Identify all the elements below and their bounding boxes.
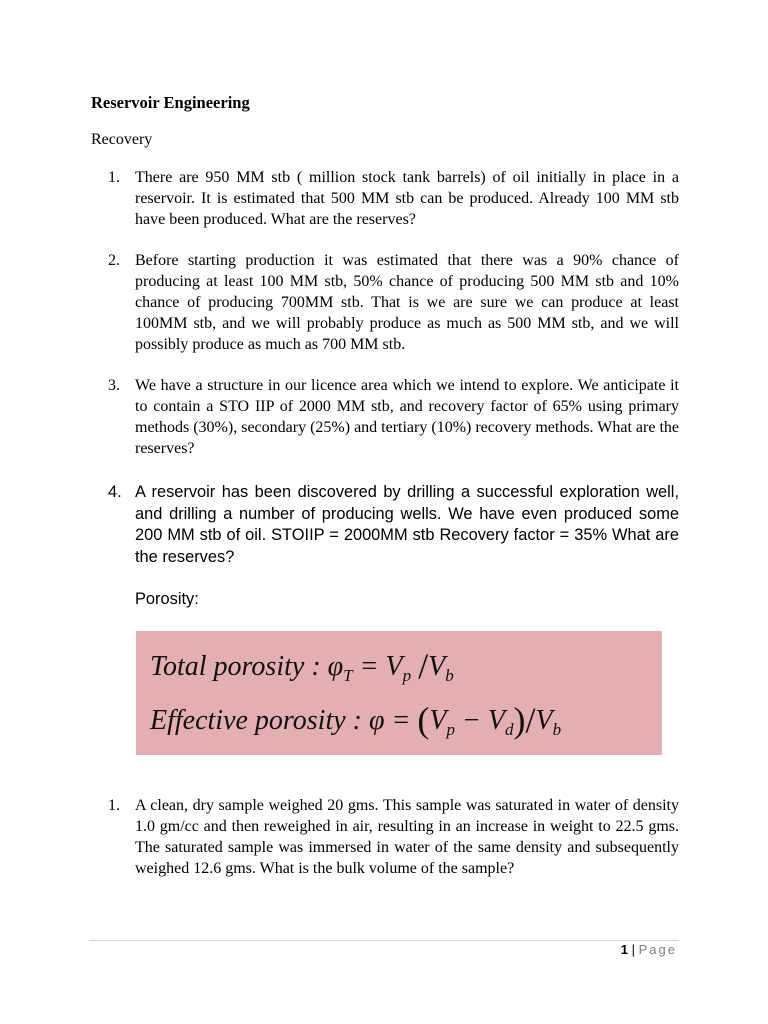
section-heading-porosity: Porosity: [135,590,199,608]
list-number: 4. [108,483,122,501]
total-porosity-formula: Total porosity : $\varphi_T = V_p$ $/V_b$ [150,646,454,686]
footer-separator: | [631,942,635,957]
document-title: Reservoir Engineering [91,93,250,112]
page-footer [621,942,677,957]
list-item [108,250,679,355]
list-item-text: Before starting production it was estimated that there was a 90% chance of producing at least 100 MM stb, 50% chance of producing 500 MM stb and 10% chance of producing 700MM stb. That is we are sure we can produce at least 100MM stb, and we will probably produce as much as 500 MM stb, and we will possibly produce as much as 700 MM stb. [135,252,679,353]
effective-porosity-label: Effective porosity [150,705,346,736]
page-label: Page [638,942,677,957]
list-item [108,482,679,568]
section-heading-recovery: Recovery [91,131,153,148]
list-number: 1. [108,169,120,186]
total-porosity-label: Total porosity [150,651,305,682]
list-item-text: A clean, dry sample weighed 20 gms. This sample was saturated in water of density 1.0 gm/cc and then reweighed in air, resulting in an increase in weight to 22.5 gms. The saturated sample was immersed in water of the same density and subsequently weighed 12.6 gms. What is the bulk volume of the sample? [135,797,679,877]
effective-porosity-formula: Effective porosity : $\varphi = (V_p - V_d)/V_b$ [150,700,562,740]
list-item [108,375,679,459]
porosity-formula-box [136,631,662,755]
list-number: 3. [108,377,120,394]
list-item-text: A reservoir has been discovered by drilling a successful exploration well, and drilling a number of producing wells. We have even produced some 200 MM stb of oil. STOIIP = 2000MM stb Recovery factor = 35% What are the reserves? [135,483,679,566]
list-item [108,795,679,879]
list-number: 2. [108,252,120,269]
list-number: 1. [108,797,120,814]
list-item-text: There are 950 MM stb ( million stock tank barrels) of oil initially in place in a reservoir. It is estimated that 500 MM stb can be produced. Already 100 MM stb have been produced. What are the reserves? [135,169,679,228]
list-item [108,167,679,230]
footer-divider [89,940,679,941]
page-number: 1 [620,942,628,957]
list-item-text: We have a structure in our licence area which we intend to explore. We anticipate it to contain a STO IIP of 2000 MM stb, and recovery factor of 65% using primary methods (30%), secondary (25%) and tertiary (10%) recovery methods. What are the reserves? [135,377,679,457]
